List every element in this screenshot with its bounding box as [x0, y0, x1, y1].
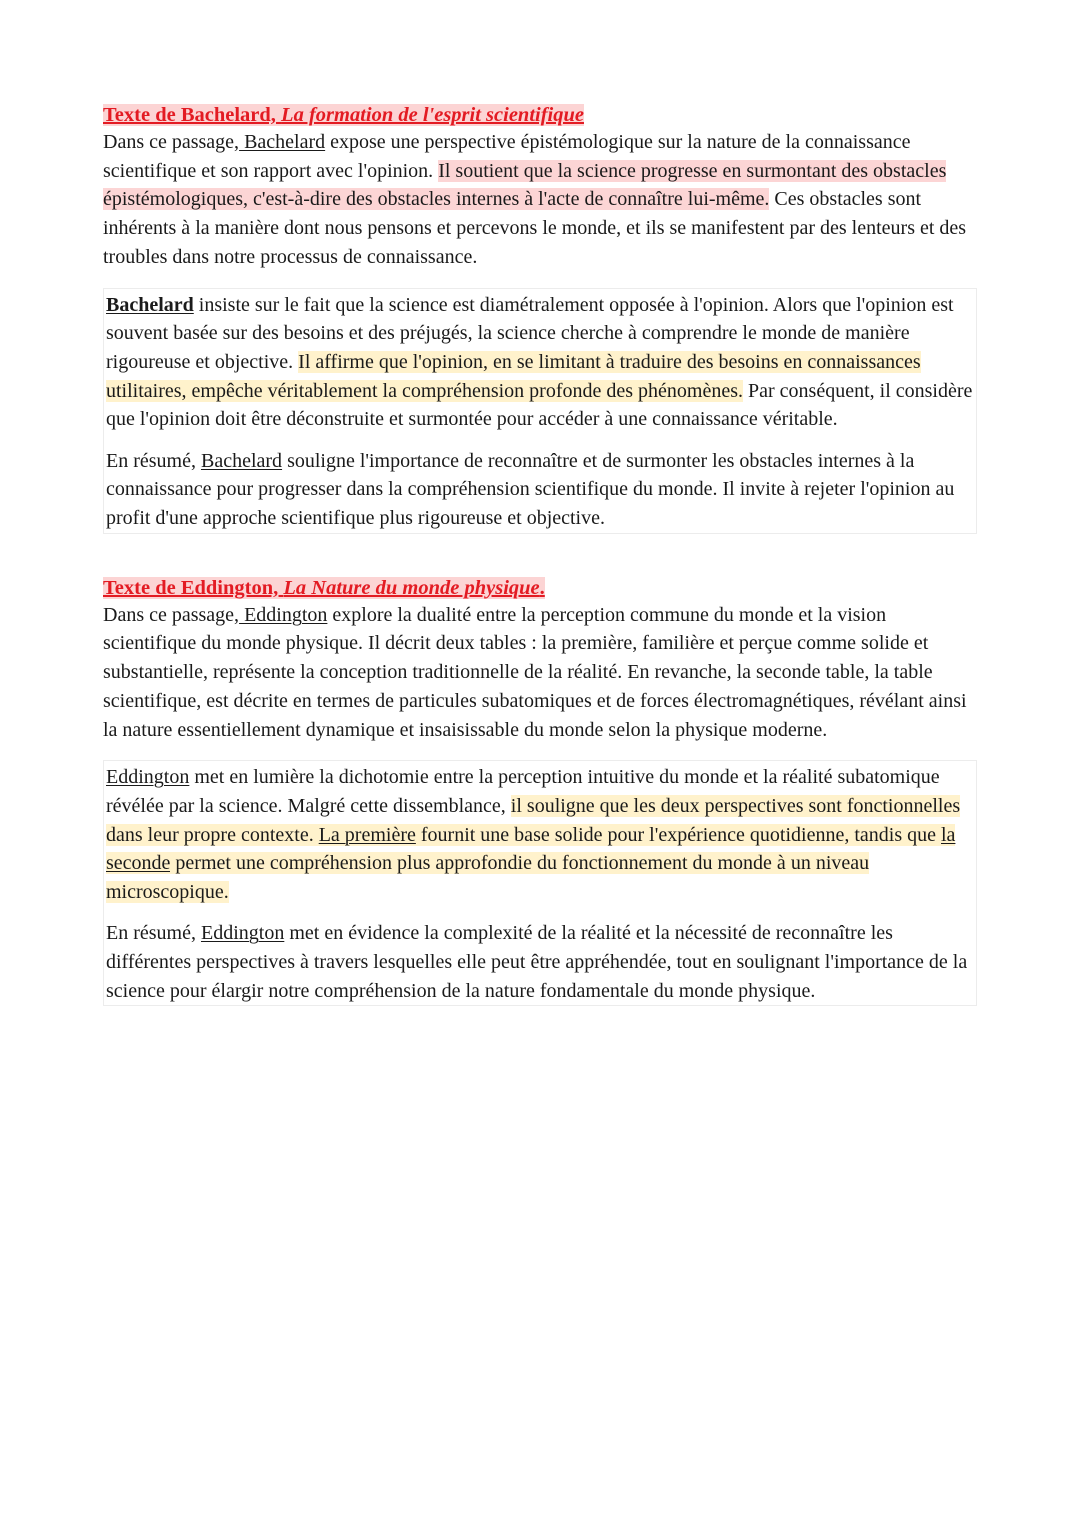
text-run: met en lumière la dichotomie entre la perception intuitive du monde et la réalité subatomique révélée par la science. Malgré cette dissemblance,: [106, 766, 940, 817]
author-name: Bachelard: [106, 293, 194, 316]
title-author: Texte de Bachelard,: [103, 104, 282, 126]
document-page: [103, 102, 983, 1006]
highlighted-text: Il affirme que l'opinion, en se limitant à traduire des besoins en connaissances utilitaires, empêche véritablement la compréhension profonde des phénomènes.: [106, 350, 921, 402]
text-run: insiste sur le fait que la science est diamétralement opposée à l'opinion. Alors que l'opinion est souvent basée sur des besoins et des préjugés, la science cherche à comprendre le monde de manière rigoureuse et objective.: [106, 293, 954, 373]
author-name: Eddington: [200, 922, 285, 945]
text-run: Dans ce passage,: [103, 131, 240, 153]
text-run: En résumé,: [106, 449, 201, 472]
highlighted-text: fournit une base solide pour l'expérience quotidienne, tandis que: [415, 823, 941, 846]
text-run: Par conséquent, il considère que l'opinion doit être déconstruite et surmontée pour accéder à une connaissance véritable.: [106, 379, 973, 431]
author-name: Eddington: [106, 766, 190, 789]
text-run: Dans ce passage,: [103, 603, 240, 626]
section-title: [103, 575, 983, 601]
commentary-paragraph: [106, 291, 974, 435]
author-name-link: Bachelard: [239, 131, 326, 153]
text-run: souligne l'importance de reconnaître et de surmonter les obstacles internes à la connaissance pour progresser dans la compréhension scientifique du monde. Il invite à rejeter l'opinion au profit d'une approche scientifique plus rigoureuse et objective.: [106, 449, 955, 530]
summary-paragraph: [106, 447, 974, 533]
title-work: La formation de l'esprit scientifique: [281, 104, 584, 126]
text-run: met en évidence la complexité de la réalité et la nécessité de reconnaître les différentes perspectives à travers lesquelles elle peut être appréhendée, tout en soulignant l'importance de la science pour élargir notre compréhension de la nature fondamentale du monde physique.: [106, 922, 968, 1002]
section-bachelard: [103, 102, 983, 534]
highlighted-text: Il soutient que la science progresse en surmontant des obstacles épistémologiques, c'est-à-dire des obstacles internes à l'acte de connaître lui-même.: [103, 159, 947, 211]
commentary-box: [103, 288, 977, 534]
author-name: Eddington: [239, 603, 328, 626]
title-work: La Nature du monde physique: [283, 576, 540, 599]
commentary-box: [103, 760, 977, 1006]
text-run: Ces obstacles sont inhérents à la manière dont nous pensons et percevons le monde, et ils se manifestent par des lenteurs et des troubles dans notre processus de connaissance.: [103, 188, 967, 268]
intro-paragraph: [103, 601, 983, 745]
summary-paragraph: [106, 919, 974, 1005]
title-author: Texte de Eddington,: [103, 576, 284, 599]
text-run: expose une perspective épistémologique sur la nature de la connaissance scientifique et son rapport avec l'opinion.: [103, 131, 911, 182]
highlighted-text: permet une compréhension plus approfondie du fonctionnement du monde à un niveau microscopique.: [106, 852, 870, 904]
highlighted-underlined-text: La première: [318, 823, 416, 846]
title-suffix: .: [539, 576, 545, 599]
section-eddington: [103, 575, 983, 1007]
highlighted-text: il souligne que les deux perspectives sont fonctionnelles dans leur propre contexte.: [106, 794, 961, 846]
text-run: En résumé,: [106, 922, 201, 945]
highlighted-underlined-text: la seconde: [106, 823, 956, 875]
commentary-paragraph: [106, 763, 974, 907]
intro-paragraph: [103, 128, 983, 272]
section-title: [103, 102, 983, 128]
author-name: Bachelard: [200, 449, 283, 472]
text-run: explore la dualité entre la perception commune du monde et la vision scientifique du monde physique. Il décrit deux tables : la première, familière et perçue comme solide et substantielle, représente la conception traditionnelle de la réalité. En revanche, la seconde table, la table scientifique, est décrite en termes de particules subatomiques et de forces électromagnétiques, révélant ainsi la nature essentiellement dynamique et insaisissable du monde selon la physique moderne.: [103, 603, 967, 741]
